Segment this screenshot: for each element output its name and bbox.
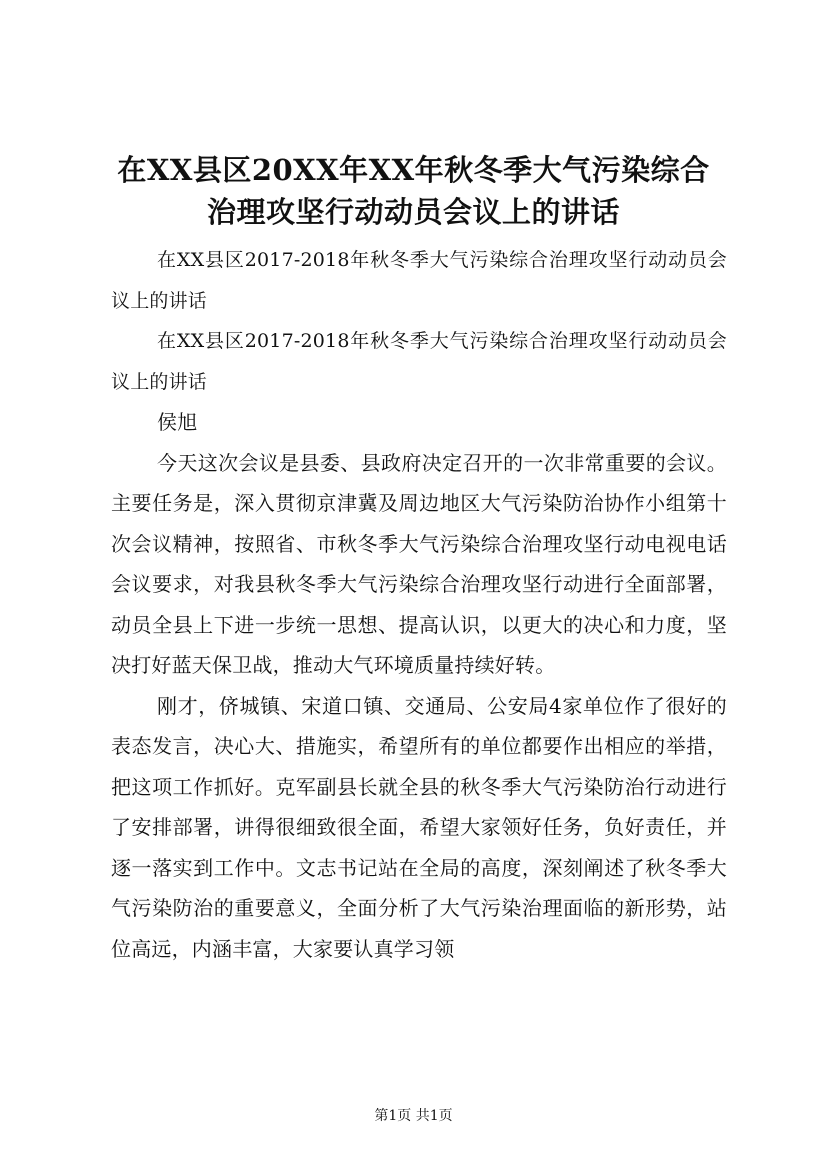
document-body: [111, 240, 727, 969]
page-number-footer: 第1页 共1页: [374, 1108, 453, 1124]
subtitle-paragraph: 在XX县区2017-2018年秋冬季大气污染综合治理攻坚行动动员会议上的讲话: [111, 249, 727, 312]
document-title-line-2: 治理攻坚行动动员会议上的讲话: [206, 195, 620, 229]
document-title-line-1: 在XX县区20XX年XX年秋冬季大气污染综合: [117, 153, 710, 187]
author-name: 侯旭: [157, 410, 198, 434]
body-paragraph: 今天这次会议是县委、县政府决定召开的一次非常重要的会议。主要任务是，深入贯彻京津冀及周边地区大气污染防治协作小组第十次会议精神，按照省、市秋冬季大气污染综合治理攻坚行动电视电话会议要求，对我县秋冬季大气污染综合治理攻坚行动进行全面部署，动员全县上下进一步统一思想、提高认识，以更大的决心和力度，坚决打好蓝天保卫战，推动大气环境质量持续好转。: [111, 450, 727, 677]
subtitle-paragraph-repeat: 在XX县区2017-2018年秋冬季大气污染综合治理攻坚行动动员会议上的讲话: [111, 330, 727, 393]
body-paragraph: 刚才，侪城镇、宋道口镇、交通局、公安局4家单位作了很好的表态发言，决心大、措施实，希望所有的单位都要作出相应的举措，把这项工作抓好。克军副县长就全县的秋冬季大气污染防治行动进行了安排部署，讲得很细致很全面，希望大家领好任务，负好责任，并逐一落实到工作中。文志书记站在全局的高度，深刻阐述了秋冬季大气污染防治的重要意义，全面分析了大气污染治理面临的新形势，站位高远，内涵丰富，大家要认真学习领: [111, 693, 727, 961]
